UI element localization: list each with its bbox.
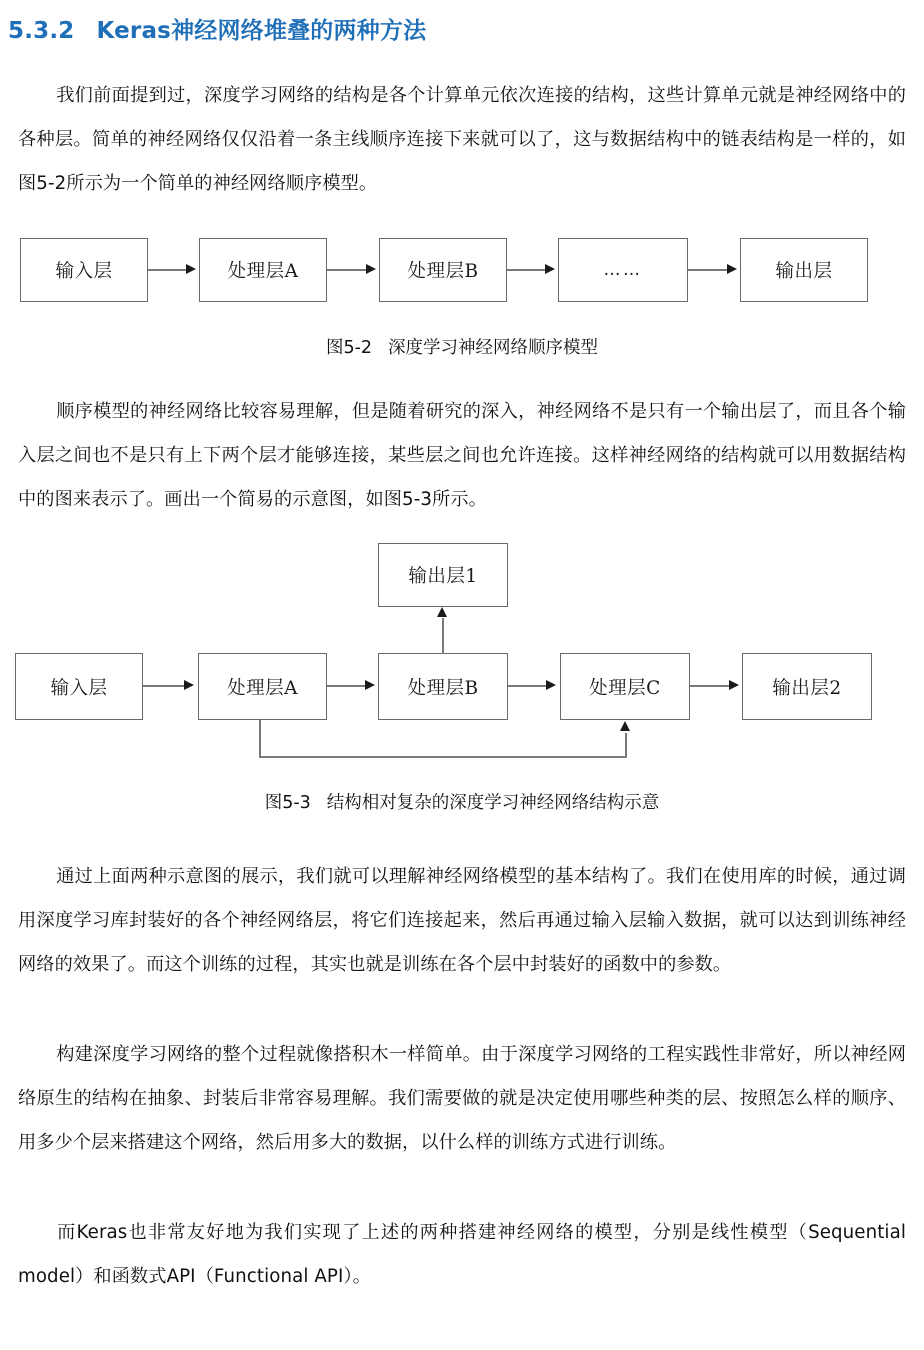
skip-line-up-to-c — [625, 733, 627, 757]
section-heading — [8, 12, 426, 45]
node-process-a: 处理层A — [199, 238, 327, 302]
node-output-layer-2: 输出层2 — [742, 653, 872, 720]
arrow-line-a-to-b — [327, 685, 367, 687]
figure-5-2-caption — [0, 334, 924, 359]
skip-line-down-from-a — [259, 720, 261, 758]
arrow-head-b-to-c — [546, 680, 556, 690]
paragraph-3 — [18, 855, 906, 987]
arrow-line-b-to-c — [508, 685, 548, 687]
node-output-layer: 输出层 — [740, 238, 868, 302]
arrow-line-b-to-output1 — [442, 618, 444, 654]
node-process-c: 处理层C — [560, 653, 690, 720]
section-title: Keras神经网络堆叠的两种方法 — [96, 18, 427, 44]
node-output-layer-1: 输出层1 — [378, 543, 508, 607]
arrow-head-dots-to-output — [727, 264, 737, 274]
node-process-b: 处理层B — [378, 653, 508, 720]
arrow-line-input-to-a — [148, 269, 188, 271]
figure-5-2-label: 图5-2 — [325, 338, 373, 358]
arrow-head-a-to-b — [366, 264, 376, 274]
arrow-line-a-to-b — [327, 269, 368, 271]
node-process-b: 处理层B — [379, 238, 507, 302]
paragraph-5-text: 而Keras也非常友好地为我们实现了上述的两种搭建神经网络的模型，分别是线性模型（Sequential model）和函数式API（Functional API）。 — [18, 1222, 906, 1287]
arrow-head-b-to-output1 — [437, 607, 447, 617]
node-ellipsis: …… — [558, 238, 688, 302]
arrow-head-b-to-dots — [545, 264, 555, 274]
figure-5-3-caption — [0, 789, 924, 814]
arrow-head-a-to-b — [365, 680, 375, 690]
skip-line-horizontal — [259, 756, 627, 758]
node-input-layer: 输入层 — [15, 653, 143, 720]
arrow-head-input-to-a — [184, 680, 194, 690]
paragraph-3-text: 通过上面两种示意图的展示，我们就可以理解神经网络模型的基本结构了。我们在使用库的时候，通过调用深度学习库封装好的各个神经网络层，将它们连接起来，然后再通过输入层输入数据，就可以达到训练神经网络的效果了。而这个训练的过程，其实也就是训练在各个层中封装好的函数中的参数。 — [18, 866, 906, 975]
paragraph-2 — [18, 390, 906, 522]
node-process-a: 处理层A — [198, 653, 327, 720]
paragraph-5 — [18, 1211, 906, 1299]
figure-5-3-label: 图5-3 — [264, 793, 311, 813]
node-input-layer: 输入层 — [20, 238, 148, 302]
arrow-line-b-to-dots — [507, 269, 547, 271]
arrow-line-c-to-output2 — [690, 685, 731, 687]
paragraph-4-text: 构建深度学习网络的整个过程就像搭积木一样简单。由于深度学习网络的工程实践性非常好，所以神经网络原生的结构在抽象、封装后非常容易理解。我们需要做的就是决定使用哪些种类的层、按照怎么样的顺序、用多少个层来搭建这个网络，然后用多大的数据，以什么样的训练方式进行训练。 — [18, 1044, 906, 1153]
figure-5-3-title: 结构相对复杂的深度学习神经网络结构示意 — [326, 793, 660, 813]
paragraph-1-text: 我们前面提到过，深度学习网络的结构是各个计算单元依次连接的结构，这些计算单元就是神经网络中的各种层。简单的神经网络仅仅沿着一条主线顺序连接下来就可以了，这与数据结构中的链表结构是一样的，如图5-2所示为一个简单的神经网络顺序模型。 — [18, 85, 906, 194]
figure-5-2-title: 深度学习神经网络顺序模型 — [388, 338, 599, 358]
section-number: 5.3.2 — [8, 18, 75, 44]
paragraph-4 — [18, 1033, 906, 1165]
arrow-line-input-to-a — [143, 685, 186, 687]
paragraph-1 — [18, 74, 906, 206]
arrow-head-c-to-output2 — [729, 680, 739, 690]
skip-arrow-head-to-c — [620, 721, 630, 731]
arrow-head-input-to-a — [186, 264, 196, 274]
paragraph-2-text: 顺序模型的神经网络比较容易理解，但是随着研究的深入，神经网络不是只有一个输出层了，而且各个输入层之间也不是只有上下两个层才能够连接，某些层之间也允许连接。这样神经网络的结构就可以用数据结构中的图来表示了。画出一个简易的示意图，如图5-3所示。 — [18, 401, 906, 510]
arrow-line-dots-to-output — [688, 269, 729, 271]
